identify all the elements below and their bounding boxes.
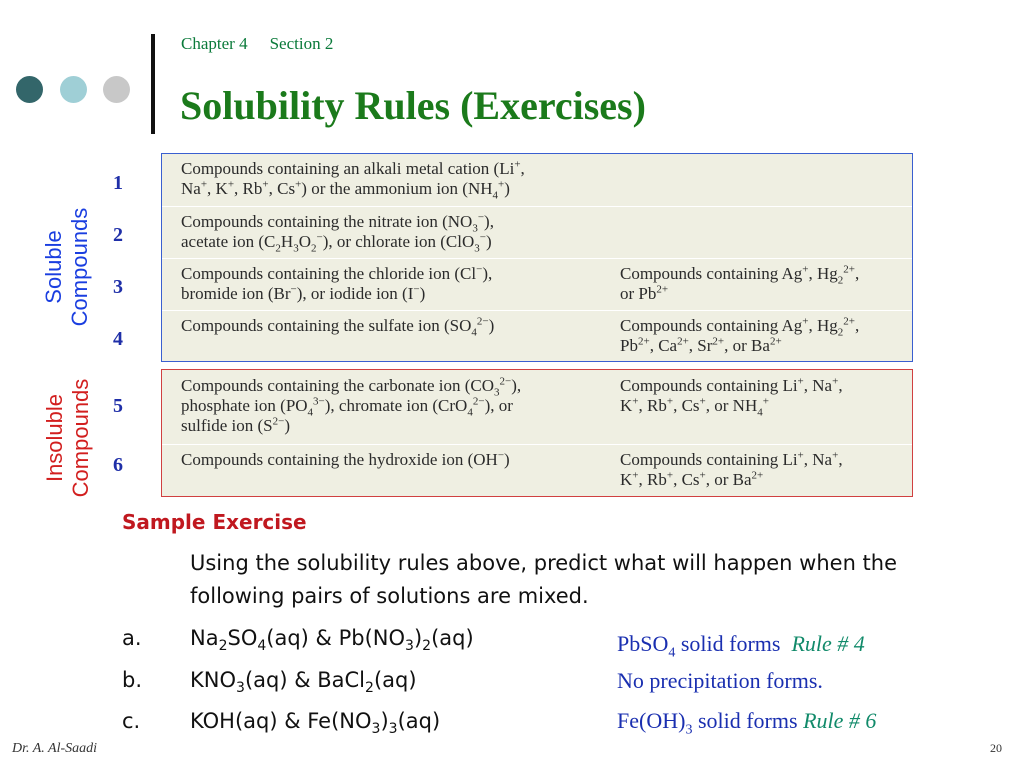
chapter-label: Chapter 4 — [181, 34, 248, 53]
rule-number-4: 4 — [113, 328, 123, 350]
table-row — [162, 154, 912, 206]
rule-6-compounds: Compounds containing the hydroxide ion (OH−) — [181, 449, 510, 469]
title-divider — [151, 34, 155, 134]
item-a-question: $Na_2SO_4(aq)$ & $Pb(NO_3)_2(aq)$ — [190, 626, 474, 655]
rule-4-exceptions: Compounds containing Ag+, $Hg_2^{2+}$, $Pb^{2+}$, $Ca^{2+}$, $Sr^{2+}$, or $Ba^{2+}$ — [620, 315, 860, 355]
rule-number-6: 6 — [113, 454, 123, 476]
table-row — [162, 310, 912, 363]
rule-5-compounds: Compounds containing the carbonate ion $(CO_3^{2-})$, phosphate ion $(PO_4^{3-})$, chromate ion (CrO$_4^{2-}$), or sulfide ion $(S^{2-})$ — [181, 375, 522, 435]
item-a-letter: a. — [122, 626, 142, 650]
table-row — [162, 206, 912, 259]
item-c-answer: $Fe(OH)_3$ solid forms Rule # 6 — [617, 708, 877, 738]
item-c-rule: Rule # 6 — [803, 708, 877, 733]
soluble-rules-table — [161, 153, 913, 362]
rule-6-exceptions: Compounds containing Li+, Na+, K+, Rb+, Cs+, or $Ba^{2+}$ — [620, 449, 843, 489]
item-a-answer: PbSO$_4$ solid forms Rule # 4 — [617, 631, 865, 661]
item-a-rule: Rule # 4 — [791, 631, 865, 656]
rule-number-3: 3 — [113, 276, 123, 298]
rule-number-5: 5 — [113, 395, 123, 417]
nav-dot-teal — [60, 76, 87, 103]
rule-number-2: 2 — [113, 224, 123, 246]
table-row — [162, 258, 912, 311]
exercise-intro: Using the solubility rules above, predict what will happen when the following pairs of solutions are mixed. — [190, 551, 898, 608]
page-number: 20 — [990, 741, 1002, 755]
rule-3-exceptions: Compounds containing Ag+, $Hg_2^{2+}$, or $Pb^{2+}$ — [620, 263, 860, 303]
section-label: Section 2 — [269, 34, 334, 53]
chapter-section-line — [181, 34, 355, 54]
table-row — [162, 444, 912, 497]
table-row — [162, 370, 912, 444]
nav-dot-gray — [103, 76, 130, 103]
item-b-question: $KNO_3(aq)$ & BaCl$_2$(aq) — [190, 668, 417, 697]
rule-5-exceptions: Compounds containing Li+, Na+, K+, Rb+, Cs+, or $NH_4^+$ — [620, 375, 843, 419]
rule-number-1: 1 — [113, 172, 123, 194]
insoluble-rules-table — [161, 369, 913, 497]
item-c-letter: c. — [122, 709, 141, 733]
rule-1-compounds: Compounds containing an alkali metal cation (Li+, Na+, K+, Rb+, Cs+) or the ammonium ion $(NH_4^+)$ — [181, 158, 525, 202]
item-c-question: KOH(aq) & $Fe(NO_3)_3(aq)$ — [190, 709, 441, 738]
footer-author: Dr. A. Al-Saadi — [12, 741, 98, 756]
rule-3-compounds: Compounds containing the chloride ion (Cl−), bromide ion (Br−), or iodide ion (I−) — [181, 263, 493, 303]
insoluble-compounds-label: Insoluble Compounds — [42, 378, 93, 498]
nav-dot-dark — [16, 76, 43, 103]
sample-exercise-heading: Sample Exercise — [122, 510, 307, 534]
rule-2-compounds: Compounds containing the nitrate ion $(NO_3^-)$, acetate ion $(C_2H_3O_2^-)$, or chlorate ion (ClO$_3$−) — [181, 211, 494, 255]
soluble-compounds-label: Soluble Compounds — [41, 207, 92, 327]
page-title: Solubility Rules (Exercises) — [180, 83, 646, 128]
item-b-answer: No precipitation forms. — [617, 668, 823, 693]
item-b-letter: b. — [122, 668, 143, 692]
rule-4-compounds: Compounds containing the sulfate ion $(SO_4^{2-})$ — [181, 315, 495, 339]
